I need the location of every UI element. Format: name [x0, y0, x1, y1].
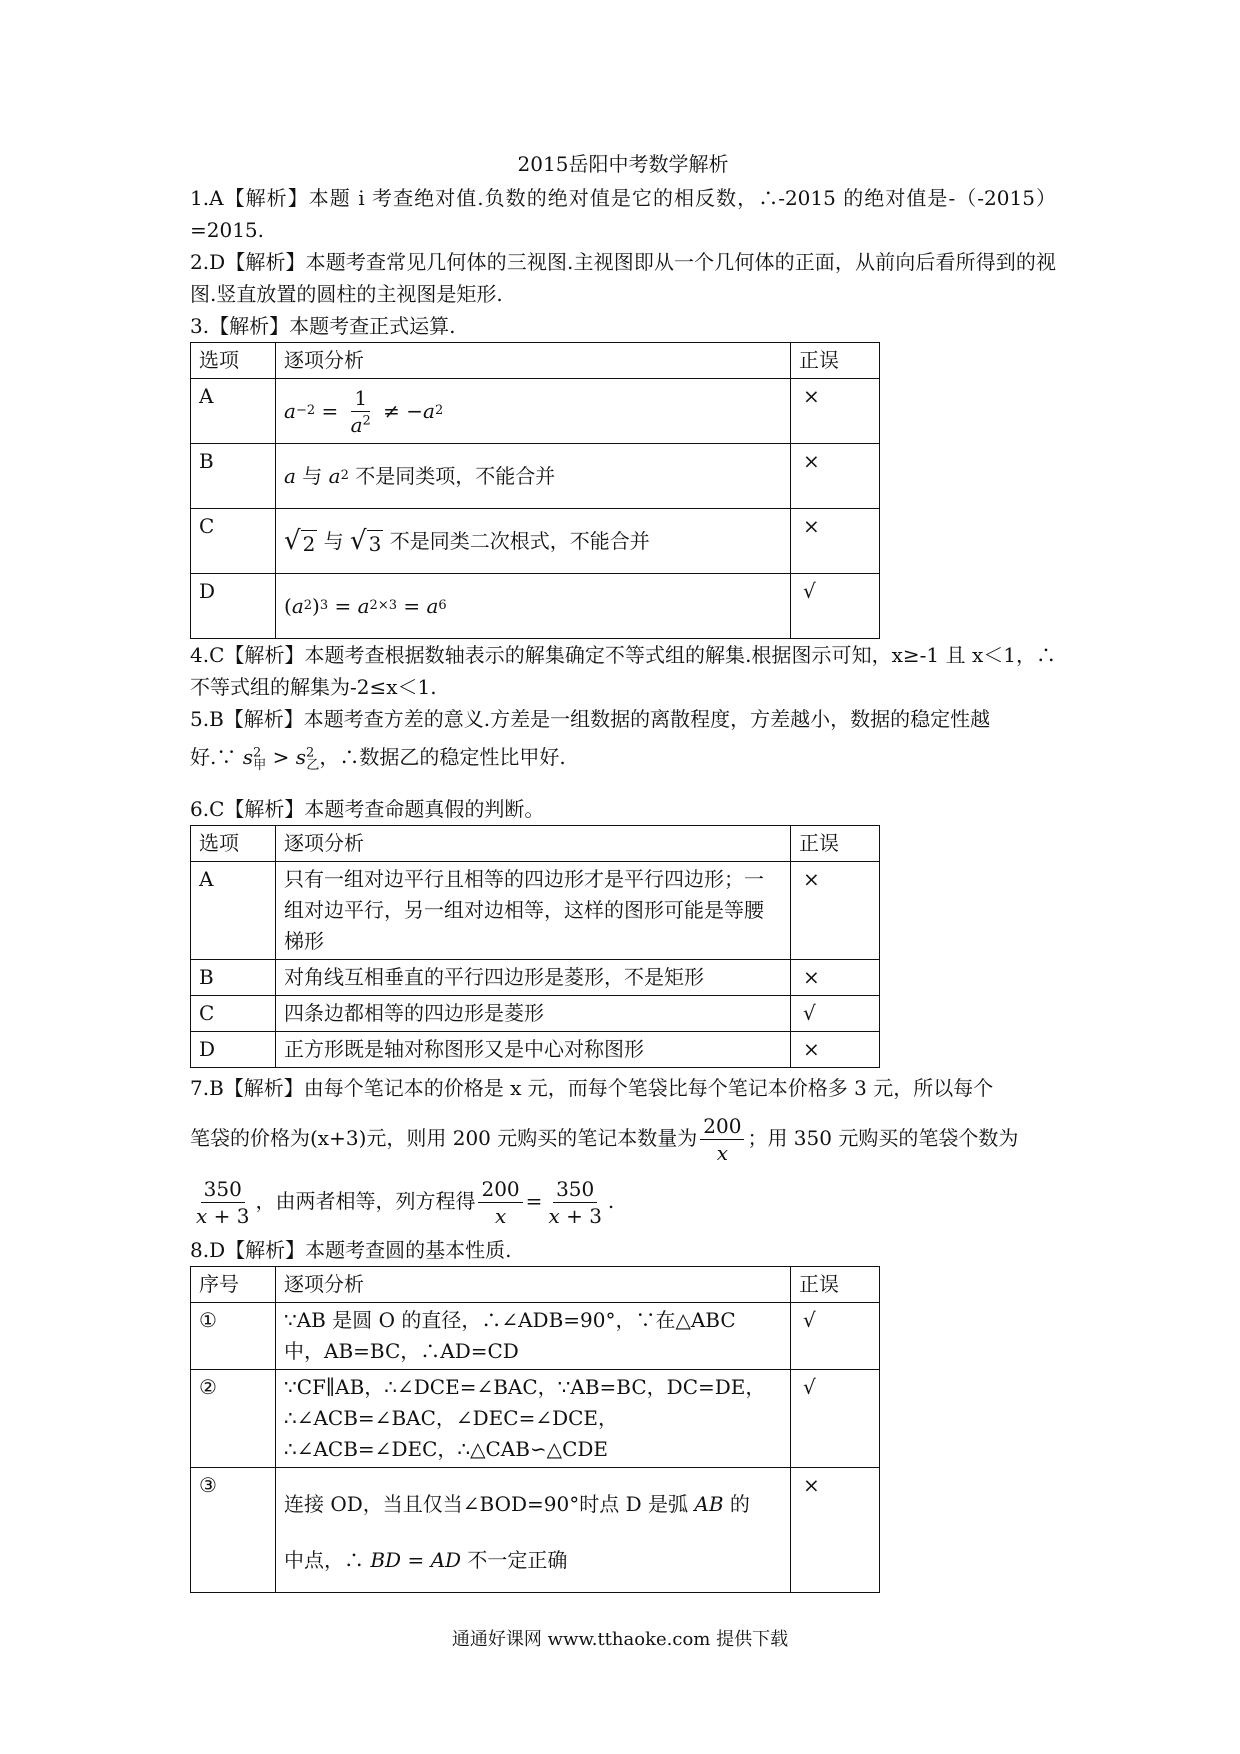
q7-analysis-line2 — [190, 1108, 1056, 1168]
q5-analysis-line2: 好.∵ $s^2_甲 > s^2_乙$，∴数据乙的稳定性比甲好. — [190, 745, 566, 773]
row-analysis: 只有一组对边平行且相等的四边形才是平行四边形；一组对边平行，另一组对边相等，这样的图形可能是等腰梯形 — [276, 862, 791, 960]
row-option: ③ — [191, 1468, 276, 1593]
row-analysis: 正方形既是轴对称图形又是中心对称图形 — [276, 1032, 791, 1068]
row-option: ① — [191, 1303, 276, 1370]
table-row — [191, 960, 880, 996]
row-analysis: 四条边都相等的四边形是菱形 — [276, 996, 791, 1032]
row-option: C — [191, 996, 276, 1032]
table-header — [191, 1267, 880, 1303]
row-option: D — [191, 1032, 276, 1068]
table-q8 — [190, 1266, 880, 1593]
q4-analysis: 4.C【解析】本题考查根据数轴表示的解集确定不等式组的解集.根据图示可知，x≥-1 且 x＜1，∴不等式组的解集为-2≤x＜1. — [190, 643, 1056, 699]
q2-analysis: 2.D【解析】本题考查常见几何体的三视图.主视图即从一个几何体的正面，从前向后看所得到的视图.竖直放置的圆柱的主视图是矩形. — [190, 250, 1056, 306]
row-option: B — [191, 444, 276, 509]
table-row — [191, 574, 880, 639]
row-analysis: ∵CF∥AB，∴∠DCE=∠BAC，∵AB=BC，DC=DE，∴∠ACB=∠BAC，∠DEC=∠DCE，∴∠ACB=∠DEC，∴△CAB∽△CDE — [276, 1370, 791, 1468]
sqrt-3: √ 3 — [350, 525, 382, 556]
math-formula-a: a −2 = $\frac{1}{a^2}$ ≠ − a 2 — [284, 385, 444, 437]
row-option: ② — [191, 1370, 276, 1468]
equation-rhs: $\frac{350}{x + 3}$ — [548, 1177, 602, 1228]
header-option: 选项 — [191, 343, 276, 379]
row-analysis-text: 不是同类项，不能合并 — [355, 463, 556, 488]
header-result: 正误 — [791, 826, 880, 862]
table-row — [191, 996, 880, 1032]
row-result: √ — [791, 1370, 880, 1468]
footer-source: 通通好课网 www.tthaoke.com 提供下载 — [451, 1629, 789, 1650]
header-analysis: 逐项分析 — [276, 826, 791, 862]
row-analysis: a 与 a 2 不是同类项，不能合并 — [276, 444, 791, 509]
row-analysis-text-c: 不一定正确 — [467, 1548, 568, 1572]
math-formula-d: ( a 2 ) 3 = a 2×3 = a 6 — [284, 593, 447, 618]
row-result: × — [791, 509, 880, 574]
q7-text-mid: ，由两者相等，列方程得 — [255, 1189, 476, 1213]
table-row — [191, 444, 880, 509]
row-analysis: ∵AB 是圆 O 的直径，∴∠ADB=90°，∵在△ABC 中，AB=BC，∴AD=CD — [276, 1303, 791, 1370]
fraction-200-x: $\frac{200}{x}$ — [700, 1113, 744, 1166]
q1-analysis: 1.A【解析】本题 i 考查绝对值.负数的绝对值是它的相反数，∴-2015 的绝对值是-（-2015）=2015. — [190, 186, 1056, 242]
table-header — [191, 826, 880, 862]
row-analysis-text-a: 连接 OD，当且仅当∠BOD=90°时点 D 是弧 — [284, 1492, 689, 1516]
row-analysis: 对角线互相垂直的平行四边形是菱形，不是矩形 — [276, 960, 791, 996]
q7-text-post: ；用 350 元购买的笔袋个数为 — [747, 1126, 1019, 1150]
table-row — [191, 1468, 880, 1593]
header-option: 序号 — [191, 1267, 276, 1303]
header-analysis: 逐项分析 — [276, 343, 791, 379]
header-result: 正误 — [791, 343, 880, 379]
row-analysis-text: 不是同类二次根式，不能合并 — [389, 528, 650, 553]
row-option: B — [191, 960, 276, 996]
q3-intro: 3.【解析】本题考查正式运算. — [190, 314, 456, 338]
content — [190, 148, 1056, 1593]
row-option: A — [191, 379, 276, 444]
table-row — [191, 379, 880, 444]
row-result: × — [791, 444, 880, 509]
row-result: √ — [791, 1303, 880, 1370]
row-result: × — [791, 379, 880, 444]
table-q6 — [190, 825, 880, 1068]
row-analysis-math — [276, 379, 791, 444]
q5-analysis-line1: 5.B【解析】本题考查方差的意义.方差是一组数据的离散程度，方差越小，数据的稳定性越 — [190, 707, 991, 731]
table-q3 — [190, 342, 880, 639]
q7-analysis-line1: 7.B【解析】由每个笔记本的价格是 x 元，而每个笔袋比每个笔记本价格多 3 元，所以每个 — [190, 1076, 994, 1100]
row-analysis: 连接 OD，当且仅当∠BOD=90°时点 D 是弧 AB 的 中点，∴ BD = AD 不一定正确 — [276, 1468, 791, 1593]
row-analysis-text-b: 中点，∴ — [284, 1548, 364, 1572]
header-option: 选项 — [191, 826, 276, 862]
q7-text-pre: 笔袋的价格为(x+3)元，则用 200 元购买的笔记本数量为 — [190, 1126, 698, 1150]
row-option: C — [191, 509, 276, 574]
table-row — [191, 1370, 880, 1468]
table-header — [191, 343, 880, 379]
row-option: A — [191, 862, 276, 960]
row-result: √ — [791, 574, 880, 639]
table-row — [191, 862, 880, 960]
fraction-350-x3: $\frac{350}{x + 3}$ — [196, 1177, 250, 1228]
q8-intro: 8.D【解析】本题考查圆的基本性质. — [190, 1238, 512, 1262]
table-row — [191, 509, 880, 574]
q7-analysis-line3: $\frac{350}{x + 3}$ ，由两者相等，列方程得 $\frac{200}{x}$ = $\frac{350}{x + 3}$ . — [190, 1168, 1056, 1234]
row-analysis: √ 2 与 √ 3 不是同类二次根式，不能合并 — [276, 509, 791, 574]
row-analysis-math — [276, 574, 791, 639]
row-option: D — [191, 574, 276, 639]
q6-intro: 6.C【解析】本题考查命题真假的判断。 — [190, 797, 545, 821]
row-result: × — [791, 1032, 880, 1068]
row-result: × — [791, 1468, 880, 1593]
row-result: × — [791, 960, 880, 996]
table-row — [191, 1303, 880, 1370]
q5-text-pre: 好.∵ — [190, 745, 237, 769]
sqrt-2: √ 2 — [284, 525, 316, 556]
q5-text-post: ，∴数据乙的稳定性比甲好. — [319, 745, 566, 769]
row-result: √ — [791, 996, 880, 1032]
equation-lhs: $\frac{200}{x}$ — [478, 1176, 522, 1229]
page-title: 2015岳阳中考数学解析 — [517, 152, 729, 176]
header-result: 正误 — [791, 1267, 880, 1303]
table-row — [191, 1032, 880, 1068]
header-analysis: 逐项分析 — [276, 1267, 791, 1303]
row-result: × — [791, 862, 880, 960]
